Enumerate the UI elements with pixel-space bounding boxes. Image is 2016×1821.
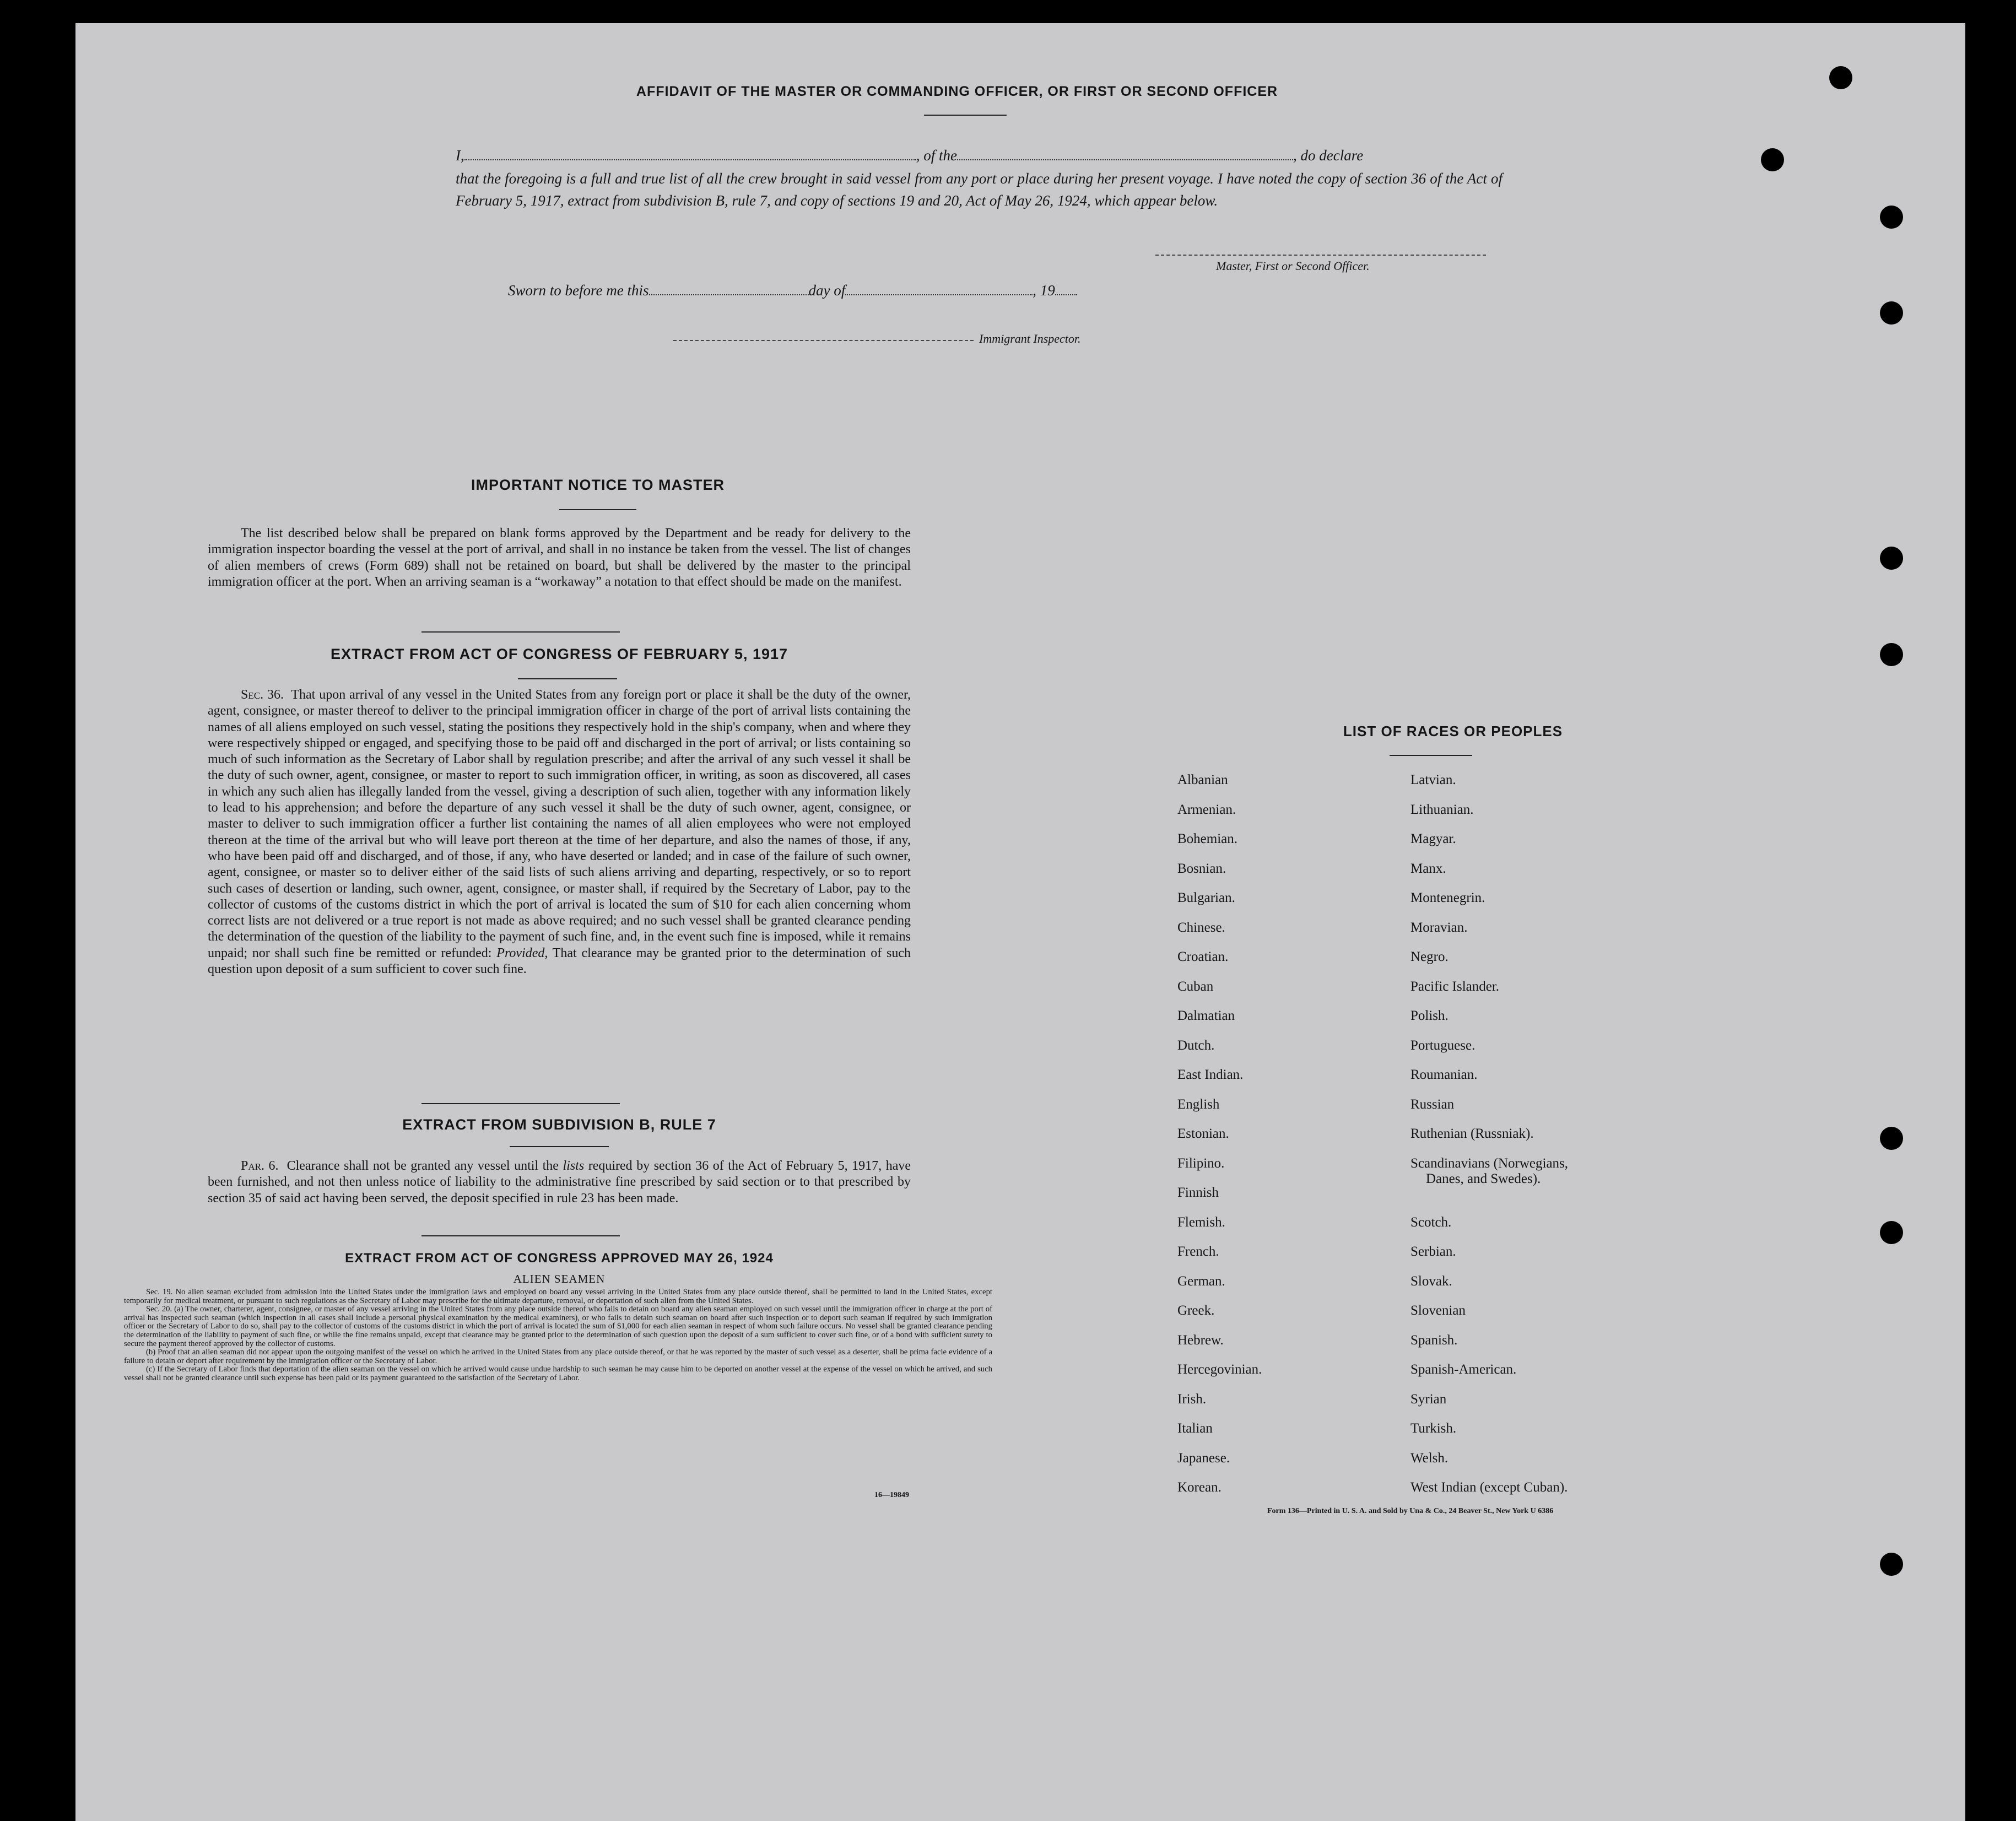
- sec36-label: Sec. 36.: [241, 688, 284, 702]
- vessel-field[interactable]: [957, 159, 1293, 160]
- form-print-note: Form 136—Printed in U. S. A. and Sold by Una & Co., 24 Beaver St., New York U 6386: [1267, 1507, 1554, 1515]
- binder-hole: [1880, 547, 1903, 570]
- rule7-text-a: Clearance shall not be granted any vessel until the: [287, 1159, 559, 1173]
- race-item: Slovak.: [1410, 1273, 1452, 1289]
- race-item: Dutch.: [1177, 1038, 1215, 1053]
- binder-hole: [1880, 643, 1903, 666]
- declaration-statement: that the foregoing is a full and true list of all the crew brought in said vessel from any port or place during her present voyage. I have noted the copy of section 36 of the Act of February 5, 1917, extract from subdivision B, rule 7, and copy of sections 19 and 20, Act of May 26, 1924, which appear below.: [456, 170, 1502, 209]
- affidavit-title: AFFIDAVIT OF THE MASTER OR COMMANDING OFFICER, OR FIRST OR SECOND OFFICER: [636, 84, 1278, 99]
- race-item: Cuban: [1177, 979, 1214, 994]
- notice-rule: [559, 509, 636, 510]
- binder-hole: [1829, 66, 1852, 89]
- race-item: Spanish-American.: [1410, 1362, 1517, 1377]
- race-item: Japanese.: [1177, 1450, 1230, 1466]
- inspector-signature-line[interactable]: [673, 340, 974, 341]
- par6-label: Par. 6.: [241, 1159, 279, 1173]
- race-item: East Indian.: [1177, 1067, 1244, 1082]
- rule7-divider: [421, 1235, 620, 1236]
- rule7-text: [208, 1158, 911, 1207]
- race-item: English: [1177, 1096, 1220, 1112]
- race-item: Russian: [1410, 1096, 1455, 1112]
- year-field[interactable]: [1055, 294, 1077, 295]
- race-item: Polish.: [1410, 1008, 1449, 1023]
- notice-divider: [421, 631, 620, 633]
- race-item: Bosnian.: [1177, 861, 1226, 876]
- race-item: Croatian.: [1177, 949, 1229, 964]
- races-rule: [1390, 755, 1472, 756]
- lists-word: lists: [563, 1159, 585, 1173]
- declaration-line: [456, 144, 1502, 166]
- print-code: 16—19849: [874, 1491, 909, 1499]
- sec20c-text: (c) If the Secretary of Labor finds that deportation of the alien seaman on the vessel on which he arrived would cause undue hardship to such seaman he may cause him to be deported on another vessel at the expense of the vessel on which he arrived, and such vessel shall not be granted clearance until such expense has been paid or its payment guaranteed to the satisfaction of the Secretary of Labor.: [124, 1365, 992, 1382]
- race-item: Welsh.: [1410, 1450, 1449, 1466]
- race-item-continuation: Danes, and Swedes).: [1426, 1171, 1541, 1186]
- provided-word: Provided,: [496, 945, 548, 960]
- race-item: Albanian: [1177, 772, 1228, 787]
- name-field[interactable]: [464, 159, 916, 160]
- binder-hole: [1880, 301, 1903, 325]
- race-item: Slovenian: [1410, 1303, 1466, 1318]
- month-field[interactable]: [845, 294, 1033, 295]
- race-item: Portuguese.: [1410, 1038, 1475, 1053]
- sec20a-text: Sec. 20. (a) The owner, charterer, agent, consignee, or master of any vessel arriving in the United States from any place outside thereof who fails to detain on board any alien seaman employed on such vessel until the immigration officer in charge at the port of arrival has inspected such seaman (which inspection in all cases shall include a personal physical examination by the medical examiners), or who fails to detain such seaman on board after such inspection or to deport such seaman if required by such immigration officer or the Secretary of Labor to do so, shall pay to the collector of customs of the customs district in which the port of arrival is located the sum of $1,000 for each alien seaman in respect of whom such failure occurs. No vessel shall be granted clearance pending the determination of the liability to payment of such fine, or while the fine remains unpaid, except that clearance may be granted prior to the determination of such question upon the deposit of a sum sufficient to cover such fine, or of a bond with sufficient surety to secure the payment thereof approved by the collector of customs.: [124, 1305, 992, 1348]
- rule7-text-b: required by section 36 of the Act of February 5, 1917, have been furnished, and not then unless notice of liability to the administrative fine prescribed by said section or to that prescribed by section 35 of said act having been served, the deposit specified in rule 23 has been made.: [208, 1159, 911, 1206]
- extract-1917-title: EXTRACT FROM ACT OF CONGRESS OF FEBRUARY 5, 1917: [330, 646, 788, 662]
- race-item: Dalmatian: [1177, 1008, 1235, 1023]
- race-item: Scandinavians (Norwegians,: [1410, 1155, 1569, 1171]
- notice-text: The list described below shall be prepared on blank forms approved by the Department and be ready for delivery to the immigration inspector boarding the vessel at the port of arrival, and shall in no instance be taken from the vessel. The list of changes of alien members of crews (Form 689) shall not be retained on board, but shall be delivered by the master to the principal immigration officer at the port. When an arriving seaman is a “workaway” a notation to that effect should be made on the manifest.: [208, 526, 911, 589]
- race-item: Serbian.: [1410, 1244, 1456, 1259]
- race-item: Pacific Islander.: [1410, 979, 1500, 994]
- sworn-line: [508, 282, 1077, 299]
- race-item: Scotch.: [1410, 1214, 1452, 1230]
- race-item: Korean.: [1177, 1480, 1222, 1495]
- race-item: French.: [1177, 1244, 1219, 1259]
- extract-1917-text: [208, 687, 911, 977]
- race-item: Bohemian.: [1177, 831, 1238, 846]
- race-item: Syrian: [1410, 1391, 1447, 1407]
- race-item: Irish.: [1177, 1391, 1207, 1407]
- race-item: Finnish: [1177, 1185, 1219, 1200]
- race-item: Flemish.: [1177, 1214, 1225, 1230]
- race-item: Moravian.: [1410, 920, 1468, 935]
- race-item: Estonian.: [1177, 1126, 1229, 1141]
- do-declare-label: , do declare: [1293, 147, 1364, 164]
- extract-1917-rule: [518, 678, 617, 679]
- race-item: Manx.: [1410, 861, 1446, 876]
- race-item: Spanish.: [1410, 1332, 1458, 1348]
- day-of-label: day of: [808, 282, 846, 299]
- race-item: Negro.: [1410, 949, 1449, 964]
- binder-hole: [1880, 1127, 1903, 1150]
- race-item: Bulgarian.: [1177, 890, 1235, 905]
- alien-seamen-subtitle: ALIEN SEAMEN: [513, 1272, 606, 1285]
- race-item: Montenegrin.: [1410, 890, 1485, 905]
- race-item: West Indian (except Cuban).: [1410, 1480, 1568, 1495]
- races-title: LIST OF RACES OR PEOPLES: [1343, 723, 1563, 739]
- day-field[interactable]: [649, 294, 809, 295]
- extract-1924-title: EXTRACT FROM ACT OF CONGRESS APPROVED MAY 26, 1924: [345, 1251, 774, 1266]
- binder-hole: [1761, 148, 1784, 171]
- extract-1917-divider: [421, 1103, 620, 1104]
- rule7-rule: [510, 1146, 609, 1147]
- race-item: German.: [1177, 1273, 1225, 1289]
- rule7-title: EXTRACT FROM SUBDIVISION B, RULE 7: [402, 1116, 716, 1133]
- year-label: , 19: [1033, 282, 1055, 299]
- race-item: Hebrew.: [1177, 1332, 1224, 1348]
- binder-hole: [1880, 1553, 1903, 1576]
- race-item: Filipino.: [1177, 1155, 1225, 1171]
- sworn-label: Sworn to before me this: [508, 282, 649, 299]
- binder-hole: [1880, 1221, 1903, 1244]
- sec20b-text: (b) Proof that an alien seaman did not appear upon the outgoing manifest of the vessel on which he arrived in the United States from any place outside thereof, or that he was reported by the master of such vessel as a deserter, shall be prima facie evidence of a failure to detain or deport after requirement by the immigration officer or the Secretary of Labor.: [124, 1348, 992, 1365]
- race-item: Italian: [1177, 1421, 1213, 1436]
- race-item: Latvian.: [1410, 772, 1456, 787]
- race-item: Turkish.: [1410, 1421, 1457, 1436]
- race-item: Ruthenian (Russniak).: [1410, 1126, 1534, 1141]
- binder-hole: [1880, 206, 1903, 229]
- form-page: [75, 23, 1965, 1821]
- of-the-label: , of the: [916, 147, 957, 164]
- sec36-text-end: That clearance may be granted prior to the determination of such question upon deposit of a sum sufficient to cover such fine.: [208, 945, 911, 977]
- race-item: Greek.: [1177, 1303, 1215, 1318]
- master-signature-label: Master, First or Second Officer.: [1216, 259, 1370, 273]
- inspector-label: Immigrant Inspector.: [979, 332, 1081, 345]
- race-item: Roumanian.: [1410, 1067, 1478, 1082]
- race-item: Chinese.: [1177, 920, 1225, 935]
- i-label: I,: [456, 147, 464, 164]
- title-rule: [924, 115, 1007, 116]
- extract-1924-text: [124, 1288, 992, 1383]
- race-item: Armenian.: [1177, 802, 1236, 817]
- sec36-text: That upon arrival of any vessel in the United States from any foreign port or place it shall be the duty of the owner, agent, consignee, or master thereof to deliver to the principal immigration officer in charge of the port of arrival lists containing the names of all aliens employed on such vessel, stating the positions they respectively hold in the ship's company, when and where they were respectively shipped or engaged, and specifying those to be paid off and discharged in the port of arrival; or lists containing so much of such information as the Secretary of Labor shall by regulation prescribe; and after the arrival of any such vessel it shall be the duty of such owner, agent, consignee, or master to report to such immigration officer, in writing, as soon as discovered, all cases in which any such alien has illegally landed from the vessel, giving a description of such alien, together with any information likely to lead to his apprehension; and before the departure of any such vessel it shall be the duty of such owner, agent, consignee, or master to deliver to such immigration officer a further list containing the names of all alien employees who were not employed thereon at the time of the arrival but who will leave port thereon at the time of her departure, and also the names of those, if any, who have been paid off and discharged, and of those, if any, who have deserted or landed; and in case of the failure of such owner, agent, consignee, or master so to deliver either of the said lists of such aliens arriving and departing, respectively, or so to report such cases of desertion or landing, such owner, agent, consignee, or master shall, if required by the Secretary of Labor, pay to the collector of customs of the customs district in which the port of arrival is located the sum of $10 for each alien concerning whom correct lists are not delivered or a true report is not made as above required; and no such vessel shall be granted clearance pending the determination of the question of the liability to the payment of such fine, and, in the event such fine is imposed, while it remains unpaid; nor shall such fine be remitted or refunded:: [208, 688, 911, 960]
- master-signature-line[interactable]: [1155, 255, 1486, 256]
- notice-title: IMPORTANT NOTICE TO MASTER: [471, 477, 725, 493]
- race-item: Lithuanian.: [1410, 802, 1474, 817]
- race-item: Magyar.: [1410, 831, 1456, 846]
- race-item: Hercegovinian.: [1177, 1362, 1262, 1377]
- sec19-text: Sec. 19. No alien seaman excluded from admission into the United States under the immigration laws and employed on board any vessel arriving in the United States from any place outside thereof, shall be permitted to land in the United States, except temporarily for medical treatment, or pursuant to such regulations as the Secretary of Labor may prescribe for the ultimate departure, removal, or deportation of such alien from the United States.: [124, 1288, 992, 1305]
